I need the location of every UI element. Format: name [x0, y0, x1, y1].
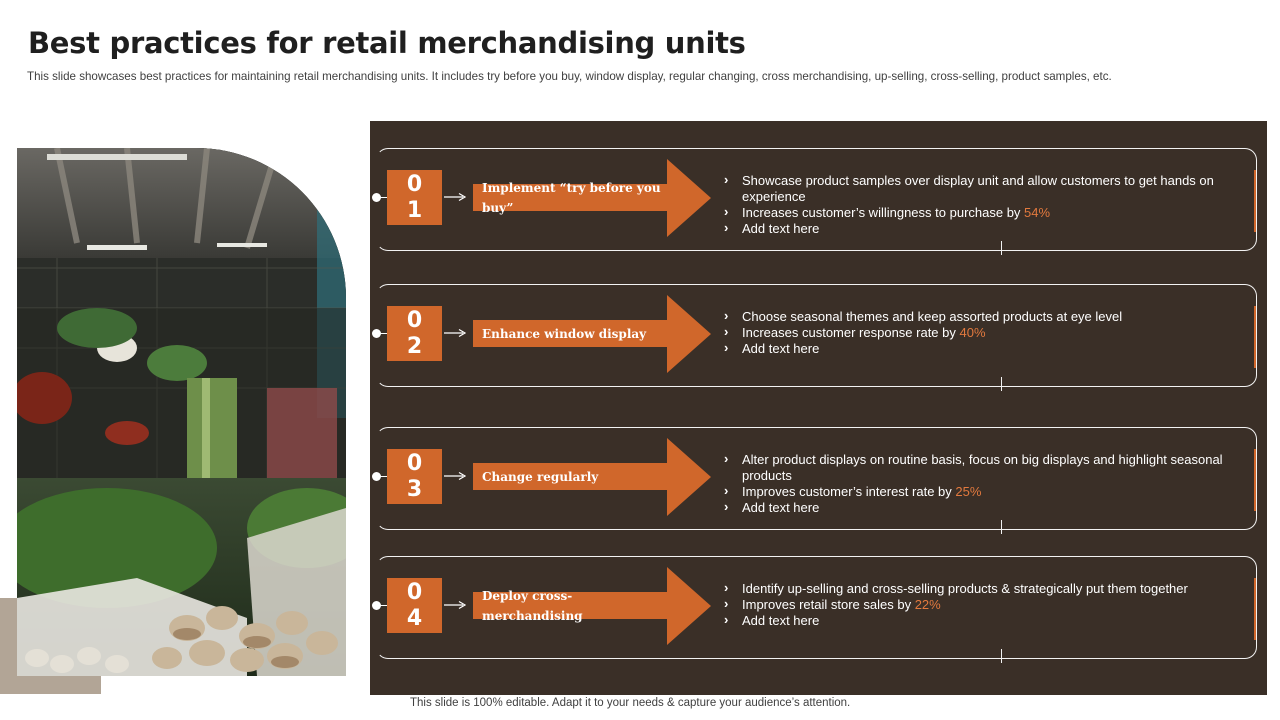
bullet-text: Add text here — [742, 221, 820, 236]
bullet-item — [724, 581, 1234, 597]
bullet-item — [724, 484, 1234, 500]
step-row-3 — [370, 427, 1267, 531]
bullet-text: Choose seasonal themes and keep assorted products at eye level — [742, 309, 1123, 324]
step-frame-tick — [1001, 649, 1002, 663]
step-number-top: 0 — [406, 172, 423, 197]
bullet-item — [724, 309, 1234, 325]
highlight-value: 40% — [959, 325, 986, 340]
page-subtitle: This slide showcases best practices for maintaining retail merchandising units. It includes try before you buy, window display, regular changing, cross merchandising, up-selling, cross-selling, product samples, etc. — [27, 70, 1112, 83]
arrow-right-icon — [444, 600, 466, 610]
step-frame-tick — [1001, 520, 1002, 534]
step-number — [387, 306, 442, 361]
step-label: Enhance window display — [482, 327, 647, 341]
page-title: Best practices for retail merchandising units — [28, 26, 746, 60]
step-number-bottom: 4 — [406, 606, 423, 631]
bullet-item — [724, 173, 1234, 205]
step-number-top: 0 — [406, 451, 423, 476]
practices-panel — [370, 121, 1267, 695]
step-bullets — [724, 173, 1234, 237]
step-frame-accent — [1254, 306, 1256, 368]
arrow-right-icon — [444, 471, 466, 481]
bullet-item — [724, 221, 1234, 237]
bullet-item — [724, 325, 1234, 341]
bullet-item — [724, 500, 1234, 516]
connector-line — [380, 605, 387, 606]
step-frame-accent — [1254, 170, 1256, 232]
highlight-value: 54% — [1024, 205, 1051, 220]
bullet-item — [724, 341, 1234, 357]
bullet-text: Improves retail store sales by — [742, 597, 915, 612]
step-row-2 — [370, 284, 1267, 388]
step-frame-tick — [1001, 241, 1002, 255]
footer-note: This slide is 100% editable. Adapt it to your needs & capture your audience’s attention. — [410, 697, 851, 709]
step-number — [387, 578, 442, 633]
bullet-text: Increases customer response rate by — [742, 325, 960, 340]
step-number — [387, 170, 442, 225]
step-frame-accent — [1254, 449, 1256, 511]
step-bullets — [724, 452, 1234, 516]
step-row-1 — [370, 148, 1267, 252]
step-bullets — [724, 581, 1234, 629]
step-number-top: 0 — [406, 580, 423, 605]
step-number-bottom: 3 — [406, 477, 423, 502]
bullet-item — [724, 613, 1234, 629]
step-row-4 — [370, 556, 1267, 660]
step-frame-accent — [1254, 578, 1256, 640]
bullet-text: Showcase product samples over display unit and allow customers to get hands on experience — [742, 173, 1214, 204]
step-label: Implement “try before you buy” — [482, 181, 661, 215]
connector-line — [380, 197, 387, 198]
arrow-right-icon — [444, 328, 466, 338]
bullet-text: Add text here — [742, 341, 820, 356]
highlight-value: 25% — [955, 484, 982, 499]
bullet-text: Alter product displays on routine basis, focus on big displays and highlight seasonal products — [742, 452, 1223, 483]
step-number — [387, 449, 442, 504]
arrow-right-icon — [444, 192, 466, 202]
step-number-top: 0 — [406, 308, 423, 333]
step-label: Change regularly — [482, 470, 599, 484]
connector-line — [380, 476, 387, 477]
bullet-item — [724, 597, 1234, 613]
bullet-text: Add text here — [742, 500, 820, 515]
connector-line — [380, 333, 387, 334]
step-label: Deploy cross-merchandising — [482, 589, 583, 623]
step-bullets — [724, 309, 1234, 357]
bullet-item — [724, 452, 1234, 484]
highlight-value: 22% — [914, 597, 941, 612]
bullet-text: Add text here — [742, 613, 820, 628]
bullet-text: Improves customer’s interest rate by — [742, 484, 956, 499]
market-produce-photo — [17, 148, 346, 676]
step-number-bottom: 1 — [406, 198, 423, 223]
bullet-text: Identify up-selling and cross-selling products & strategically put them together — [742, 581, 1188, 596]
step-frame-tick — [1001, 377, 1002, 391]
step-number-bottom: 2 — [406, 334, 423, 359]
market-scene-illustration — [17, 148, 346, 676]
bullet-item — [724, 205, 1234, 221]
bullet-text: Increases customer’s willingness to purchase by — [742, 205, 1025, 220]
